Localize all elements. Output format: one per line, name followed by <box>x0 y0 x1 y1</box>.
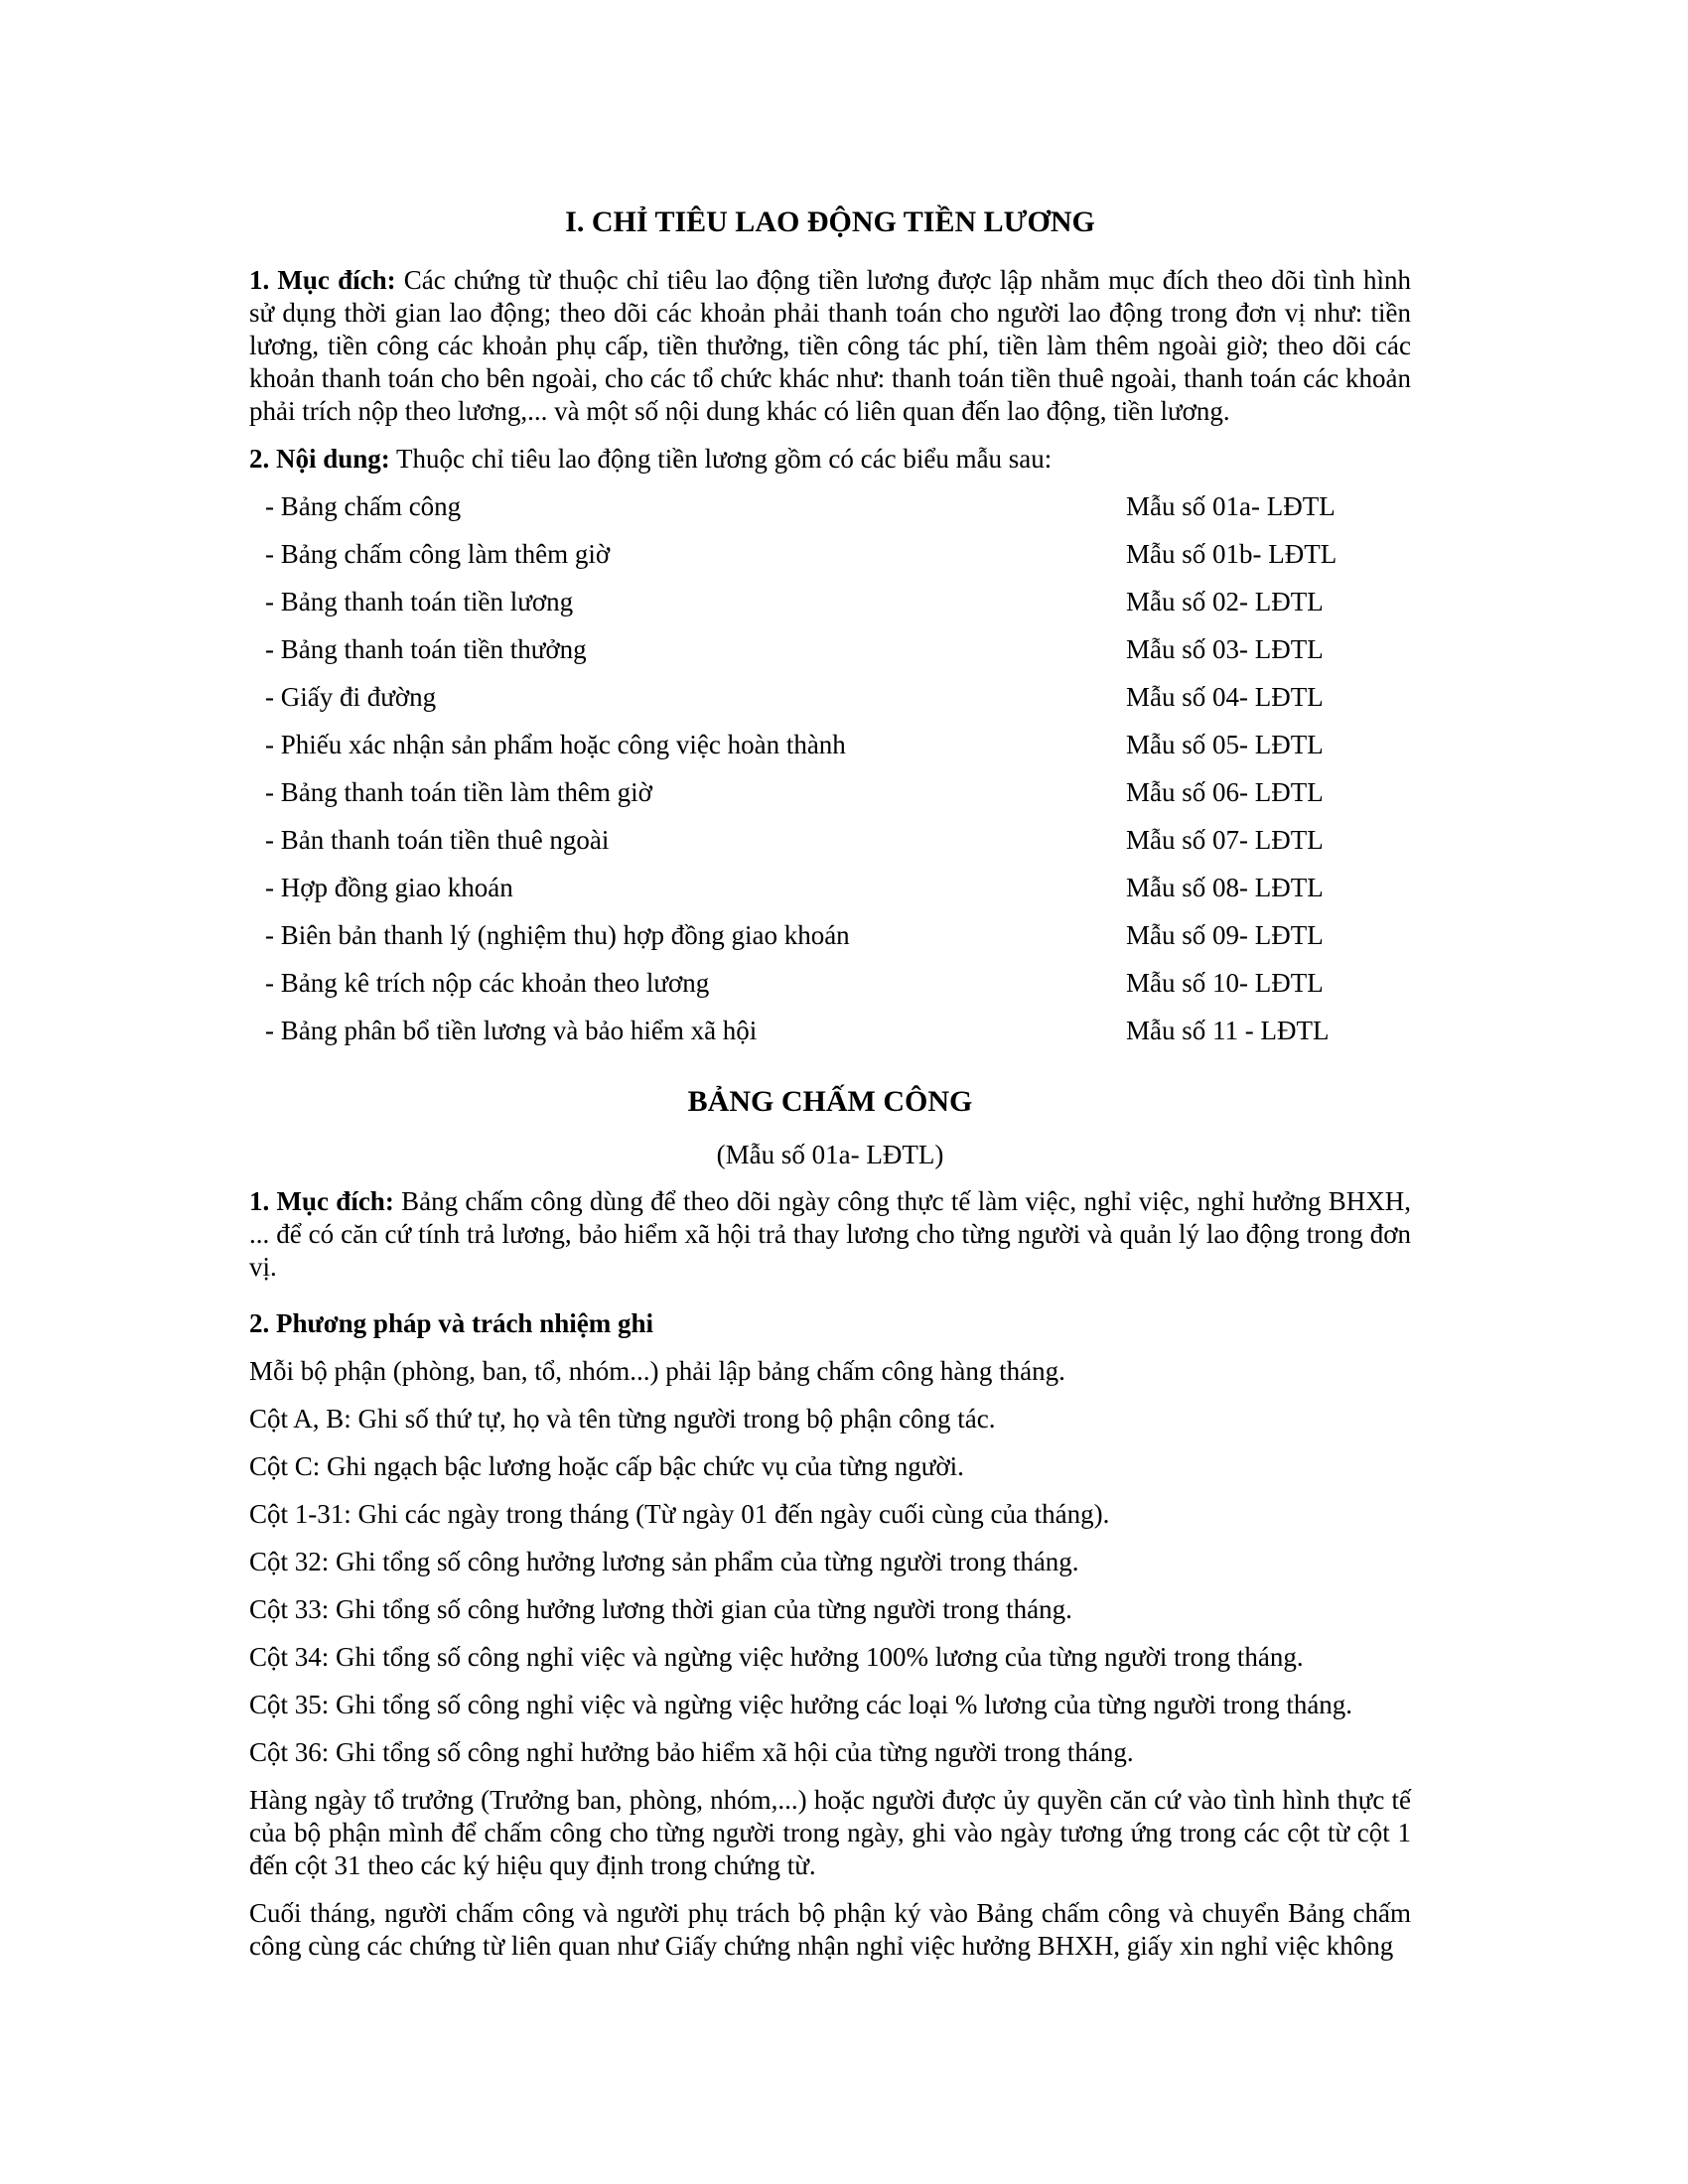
form-name: - Bảng thanh toán tiền lương <box>265 587 574 616</box>
section1-content-paragraph <box>249 443 1411 476</box>
section2-purpose-paragraph <box>249 1185 1411 1284</box>
form-list-item <box>249 919 1411 952</box>
section1-purpose-text: Các chứng từ thuộc chỉ tiêu lao động tiền lương được lập nhằm mục đích theo dõi tình hình sử dụng thời gian lao động; theo dõi các khoản phải thanh toán cho người lao động trong đơn vị như: tiền lương, tiền công các khoản phụ cấp, tiền thưởng, tiền công tác phí, tiền làm thêm ngoài giờ; theo dõi các khoản thanh toán cho bên ngoài, cho các tổ chức khác như: thanh toán tiền thuê ngoài, thanh toán các khoản phải trích nộp theo lương,... và một số nội dung khác có liên quan đến lao động, tiền lương. <box>249 265 1411 426</box>
form-code: Mẫu số 08- LĐTL <box>1126 873 1324 902</box>
form-list-item <box>249 776 1411 809</box>
form-list-item <box>249 538 1411 571</box>
form-code: Mẫu số 07- LĐTL <box>1126 825 1324 855</box>
form-name: - Biên bản thanh lý (nghiệm thu) hợp đồng giao khoán <box>265 920 850 950</box>
form-name: - Giấy đi đường <box>265 682 437 712</box>
section2-daily-paragraph: Hàng ngày tổ trưởng (Trưởng ban, phòng, nhóm,...) hoặc người được ủy quyền căn cứ vào tình hình thực tế của bộ phận mình để chấm công cho từng người trong ngày, ghi vào ngày tương ứng trong các cột từ cột 1 đến cột 31 theo các ký hiệu quy định trong chứng từ. <box>249 1785 1411 1880</box>
form-code: Mẫu số 01a- LĐTL <box>1126 491 1336 521</box>
form-code: Mẫu số 10- LĐTL <box>1126 968 1324 998</box>
instruction-line: Mỗi bộ phận (phòng, ban, tổ, nhóm...) phải lập bảng chấm công hàng tháng. <box>249 1356 1065 1386</box>
form-name: - Hợp đồng giao khoán <box>265 873 513 902</box>
section1-purpose-label: 1. Mục đích: <box>249 265 396 295</box>
form-name: - Bảng thanh toán tiền thưởng <box>265 634 587 664</box>
instruction-line: Cột 35: Ghi tổng số công nghỉ việc và ngừng việc hưởng các loại % lương của từng người trong tháng. <box>249 1690 1353 1719</box>
form-code: Mẫu số 01b- LĐTL <box>1126 539 1337 569</box>
instruction-line: Cột 34: Ghi tổng số công nghỉ việc và ngừng việc hưởng 100% lương của từng người trong tháng. <box>249 1642 1304 1672</box>
form-list-item <box>249 633 1411 666</box>
form-code: Mẫu số 09- LĐTL <box>1126 920 1324 950</box>
instruction-line: Cột A, B: Ghi số thứ tự, họ và tên từng người trong bộ phận công tác. <box>249 1404 996 1433</box>
document-content <box>249 204 1411 1978</box>
form-code: Mẫu số 05- LĐTL <box>1126 730 1324 759</box>
form-code: Mẫu số 03- LĐTL <box>1126 634 1324 664</box>
form-name: - Bản thanh toán tiền thuê ngoài <box>265 825 610 855</box>
form-name: - Bảng kê trích nộp các khoản theo lương <box>265 968 710 998</box>
section2-purpose-label: 1. Mục đích: <box>249 1186 394 1216</box>
form-list-item <box>249 1015 1411 1047</box>
instruction-line: Cột 32: Ghi tổng số công hưởng lương sản phẩm của từng người trong tháng. <box>249 1547 1079 1576</box>
form-list-item <box>249 681 1411 714</box>
form-list-item <box>249 872 1411 904</box>
form-name: - Phiếu xác nhận sản phẩm hoặc công việc hoàn thành <box>265 730 846 759</box>
instruction-line: Cột 33: Ghi tổng số công hưởng lương thời gian của từng người trong tháng. <box>249 1594 1072 1624</box>
form-list-item <box>249 824 1411 857</box>
form-name: - Bảng chấm công <box>265 491 462 521</box>
form-list-item <box>249 586 1411 618</box>
form-code: Mẫu số 02- LĐTL <box>1126 587 1324 616</box>
form-code: Mẫu số 06- LĐTL <box>1126 777 1324 807</box>
form-name: - Bảng phân bổ tiền lương và bảo hiểm xã hội <box>265 1016 758 1045</box>
form-list-item <box>249 490 1411 523</box>
section1-purpose-paragraph <box>249 264 1411 428</box>
form-list-item <box>249 729 1411 761</box>
section2-title: BẢNG CHẤM CÔNG <box>687 1085 973 1118</box>
section2-monthend-paragraph: Cuối tháng, người chấm công và người phụ trách bộ phận ký vào Bảng chấm công và chuyển Bảng chấm công cùng các chứng từ liên quan như Giấy chứng nhận nghỉ việc hưởng BHXH, giấy xin nghỉ việc không <box>249 1898 1411 1961</box>
section2-purpose-text: Bảng chấm công dùng để theo dõi ngày công thực tế làm việc, nghỉ việc, nghỉ hưởng BHXH, ... để có căn cứ tính trả lương, bảo hiểm xã hội trả thay lương cho từng người và quản lý lao động trong đơn vị. <box>249 1186 1411 1282</box>
instruction-line: Cột 36: Ghi tổng số công nghỉ hưởng bảo hiểm xã hội của từng người trong tháng. <box>249 1737 1134 1767</box>
form-list-item <box>249 967 1411 1000</box>
section1-title: I. CHỈ TIÊU LAO ĐỘNG TIỀN LƯƠNG <box>565 205 1095 238</box>
form-name: - Bảng chấm công làm thêm giờ <box>265 539 611 569</box>
form-name: - Bảng thanh toán tiền làm thêm giờ <box>265 777 652 807</box>
section2-method-heading: 2. Phương pháp và trách nhiệm ghi <box>249 1308 653 1338</box>
forms-list <box>249 490 1411 1047</box>
instruction-line: Cột C: Ghi ngạch bậc lương hoặc cấp bậc chức vụ của từng người. <box>249 1451 964 1481</box>
instruction-line: Cột 1-31: Ghi các ngày trong tháng (Từ ngày 01 đến ngày cuối cùng của tháng). <box>249 1499 1110 1529</box>
section1-content-label: 2. Nội dung: <box>249 444 390 474</box>
section2-subtitle: (Mẫu số 01a- LĐTL) <box>716 1140 944 1169</box>
section1-content-text: Thuộc chỉ tiêu lao động tiền lương gồm có các biểu mẫu sau: <box>389 444 1053 474</box>
form-code: Mẫu số 11 - LĐTL <box>1126 1016 1330 1045</box>
form-code: Mẫu số 04- LĐTL <box>1126 682 1324 712</box>
